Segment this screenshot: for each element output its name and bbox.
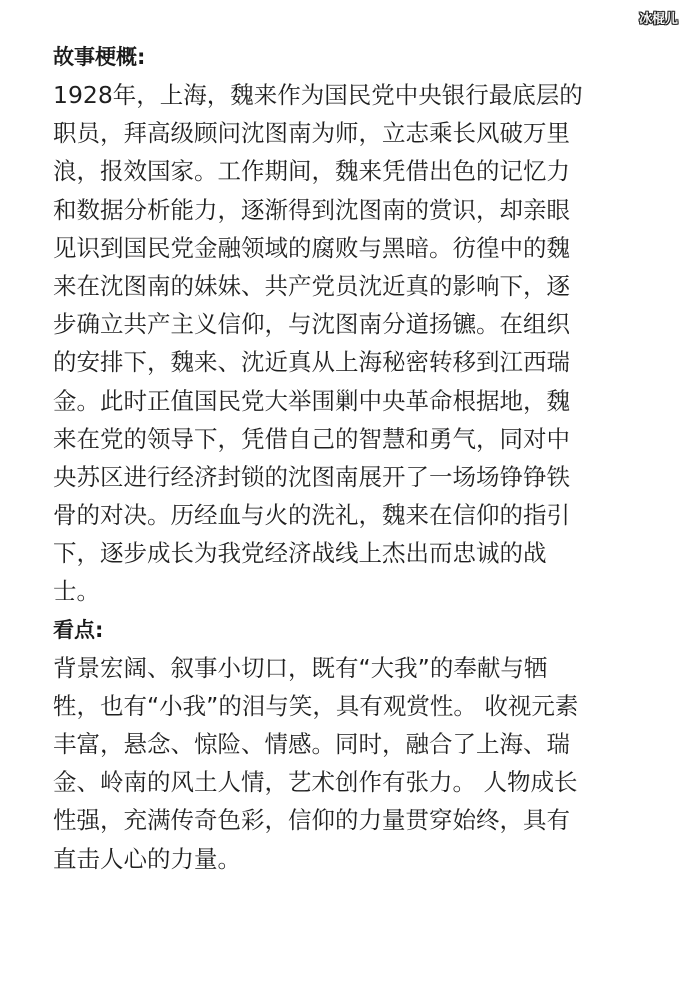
synopsis-heading: 故事梗概: [53, 45, 146, 69]
synopsis-line: 的安排下，魏来、沈近真从上海秘密转移到江西瑞 [53, 348, 570, 377]
synopsis-line: 来在沈图南的妹妹、共产党员沈近真的影响下，逐 [53, 271, 570, 300]
highlights-line: 性强，充满传奇色彩，信仰的力量贯穿始终，具有 [53, 806, 570, 835]
synopsis-line: 骨的对决。历经血与火的洗礼，魏来在信仰的指引 [53, 501, 570, 530]
synopsis-line: 下，逐步成长为我党经济战线上杰出而忠诚的战 [53, 539, 547, 568]
synopsis-line: 和数据分析能力，逐渐得到沈图南的赏识，却亲眼 [53, 195, 570, 224]
synopsis-line: 浪，报效国家。工作期间，魏来凭借出色的记忆力 [53, 157, 570, 186]
highlights-line: 金、岭南的风土人情，艺术创作有张力。 人物成长 [53, 768, 578, 797]
watermark: 冰棍儿 [638, 12, 678, 27]
synopsis-line: 央苏区进行经济封锁的沈图南展开了一场场铮铮铁 [53, 462, 570, 491]
synopsis-line: 金。此时正值国民党大举围剿中央革命根据地，魏 [53, 386, 570, 415]
highlights-line: 牲，也有“小我”的泪与笑，具有观赏性。 收视元素 [53, 691, 579, 720]
highlights-heading: 看点: [53, 617, 104, 642]
synopsis-line: 士。 [53, 577, 100, 606]
synopsis-line: 来在党的领导下，凭借自己的智慧和勇气，同对中 [53, 424, 570, 453]
highlights-line: 背景宏阔、叙事小切口，既有“大我”的奉献与牺 [53, 653, 548, 682]
highlights-line: 直击人心的力量。 [53, 844, 241, 873]
highlights-section [53, 611, 653, 878]
synopsis-section [53, 38, 653, 611]
synopsis-line: 见识到国民党金融领域的腐败与黑暗。彷徨中的魏 [53, 233, 570, 262]
synopsis-line: 步确立共产主义信仰，与沈图南分道扬镳。在组织 [53, 310, 570, 339]
document-body [53, 38, 653, 878]
highlights-line: 丰富，悬念、惊险、情感。同时，融合了上海、瑞 [53, 730, 570, 758]
synopsis-line: 1928年，上海，魏来作为国民党中央银行最底层的 [53, 81, 583, 109]
synopsis-line: 职员，拜高级顾问沈图南为师，立志乘长风破万里 [53, 119, 570, 148]
